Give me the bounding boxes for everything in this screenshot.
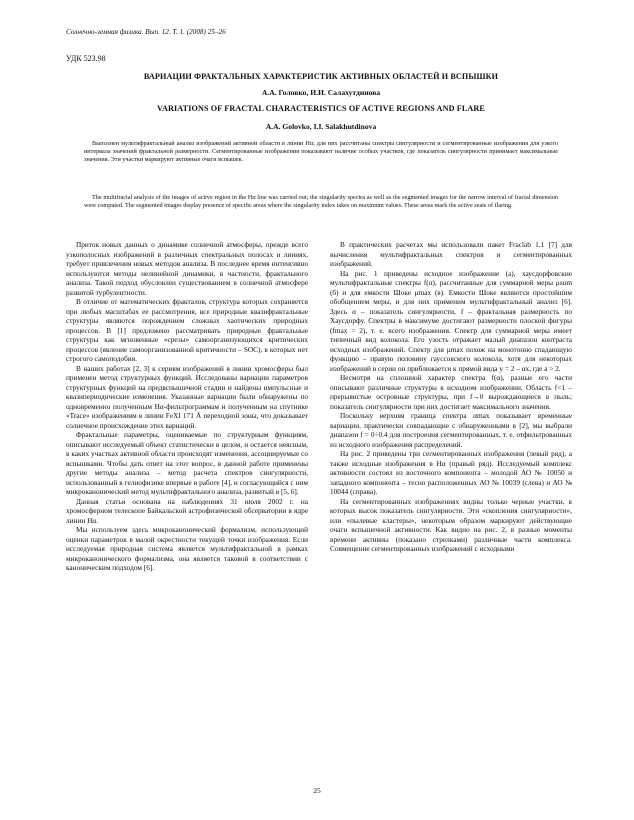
abstract-en: The multifractal analysis of the images of active region in the Hα line was carried out; the singularity spectra as well as the segmented images for the narrow interval of fractal dimension were computed. The segmented images display presence of specific areas where the singularity index takes on maximum values. These areas mark the active seats of flaring.	[84, 194, 558, 210]
paragraph: Фрактальные параметры, оцениваемые по структурным функциям, описывают исследуемый объект статистически в целом, и остается неясным, в каких участках активной области происходят изменения, ассоциируемые со вспышками. Чтобы дать ответ на этот вопрос, в данной работе применены другие методы анализа – метод расчета спектров сингулярности, использованный в гелиофизике впервые в работе [4], и согласующийся с ним микроканонический метод мультифрактального анализа, развитый в [5, 6].	[66, 430, 308, 496]
title-en: VARIATIONS OF FRACTAL CHARACTERISTICS OF ACTIVE REGIONS AND FLARE	[157, 104, 485, 113]
paragraph: В отличие от математических фракталов, структура которых сохраняется при любых масштабах ее рассмотрения, все природные квазифрактальные структуры являются порождением сложных хаотических природных процессов. В [1] предложено рассматривать природные фрактальные структуры как мгновенные «срезы» самоорганизующихся критических процессов (явление самоорганизованной критичности – SOC), в которых нет строгого самоподобия.	[66, 297, 308, 363]
paragraph: В практических расчетах мы использовали пакет Fraclab 1.1 [7] для вычисления мультифрактальных спектров и сегментированных изображений.	[330, 240, 572, 268]
authors-en: A.A. Golovko, I.I. Salakhutdinova	[265, 122, 377, 131]
abstract-ru: Выполнен мультифрактальный анализ изображений активной области в линии Hα; для них рассчитаны спектры сингулярности и сегментированные изображения для узкого интервала значений фрактальной размерности. Сегментированные изображения показывают наличие особых участков, где показатель сингулярности принимает максимальные значения. Эти участки маркируют активные очаги вспышек.	[84, 140, 558, 164]
paragraph: На сегментированных изображениях видны только черные участки, в которых высок показатель сингулярности. Эти «скопления сингулярности», или «пылевые кластеры», некоторым образом маркируют действующие очаги вспышечной активности. Как видно на рис. 2, в разные моменты времени активны (показано стрелками) различные части комплекса. Совмещение сегментированных изображений с исходными	[330, 496, 572, 553]
title-ru: ВАРИАЦИИ ФРАКТАЛЬНЫХ ХАРАКТЕРИСТИК АКТИВНЫХ ОБЛАСТЕЙ И ВСПЫШКИ	[143, 72, 499, 81]
paragraph: Мы используем здесь микроканонический формализм, использующий оценки параметров в малой окрестности текущей точки изображения. Если исследуемая природная система является мультифрактальной в рамках микроканонического формализма, она является таковой в соответствии с каноническим подходом [6].	[66, 525, 308, 572]
paragraph: Данная статья основана на наблюдениях 31 июля 2002 г. на хромосферном телескопе Байкальской астрофизической обсерватории в ядре линии Hα.	[66, 496, 308, 525]
paragraph: Приток новых данных о динамике солнечной атмосферы, прежде всего узкополосных изображений в различных спектральных полосах и линиях, требует привлечения новых методов анализа. В последнее время интенсивно используются методы нелинейной динамики, в частности, фрактального анализа. Такой подход обусловлен существованием в солнечной атмосфере развитой турбулентности.	[66, 240, 308, 297]
right-column	[330, 240, 572, 554]
paragraph: В наших работах [2, 3] к сериям изображений в линии хромосферы был применен метод структурных функций. Исследованы вариации параметров структурных функций на предвспышечной стадии и найдены импульсные и квазипериодические изменения. Указанные вариации были обнаружены по одновременно полученным Hα-фильтрограммам и полученным на спутнике «Trace» изображениям в линии FeXI 171 Å переходной зоны, что доказывает солнечное происхождение этих вариаций.	[66, 363, 308, 430]
left-column	[66, 240, 308, 573]
page-number: 25	[313, 786, 321, 795]
udk-code: УДК 523.98	[66, 54, 106, 63]
paragraph: На рис. 1 приведены исходное изображение (а), хаусдорфовские мультифрактальные спектры f(α), рассчитанные для суммарной меры μsum (б) и для емкости Шоке μmax (в). Емкости Шоке являются простейшим обобщением меры, и для них применим мультифрактальный анализ [6]. Здесь α – показатель сингулярности, f – фрактальная размерность по Хаусдорфу. Спектры в максимуме достигают размерности плоской фигуры (fmax = 2), т. е. всего изображения. Спектр для суммарной меры имеет типичный вид колокола. Его узость отражает малый диапазон контраста исходных изображений. Спектр для μmax похож на монотонно спадающую функцию – правую половину гауссовского колокола, хотя для некоторых изображений в серии он приближается к прямой вида y = 2 – αx, где a > 2.	[330, 268, 572, 373]
paragraph: На рис. 2 приведены три сегментированных изображения (левый ряд), а также исходные изображения в Hα (правый ряд). Исследуемый комплекс активности состоял из восточного компонента – молодой АО № 10050 и западного компонента – тесно расположенных АО № 10039 (слева) и АО № 10044 (справа).	[330, 449, 572, 496]
journal-header: Солнечно-земная физика. Вып. 12. Т. 1. (2008) 25–26	[66, 28, 226, 36]
paragraph: Поскольку верхняя граница спектра αmax показывает временные вариации, практически совпадающие с обнаруженными в [2], мы выбрали диапазон f = 0÷0.4 для построения сегментированных, т. е. отфильтрованных из исходного изображения распределений.	[330, 411, 572, 449]
authors-ru: А.А. Головко, И.И. Салахутдинова	[261, 88, 381, 97]
paragraph: Несмотря на сплошной характер спектра f(α), разные его части описывают различные структуры в исходном изображении. Область f<1 – прерывистые островные структуры, при f→0 вырождающиеся в пыль; показатель сингулярности при них достигает максимального значения.	[330, 373, 572, 411]
